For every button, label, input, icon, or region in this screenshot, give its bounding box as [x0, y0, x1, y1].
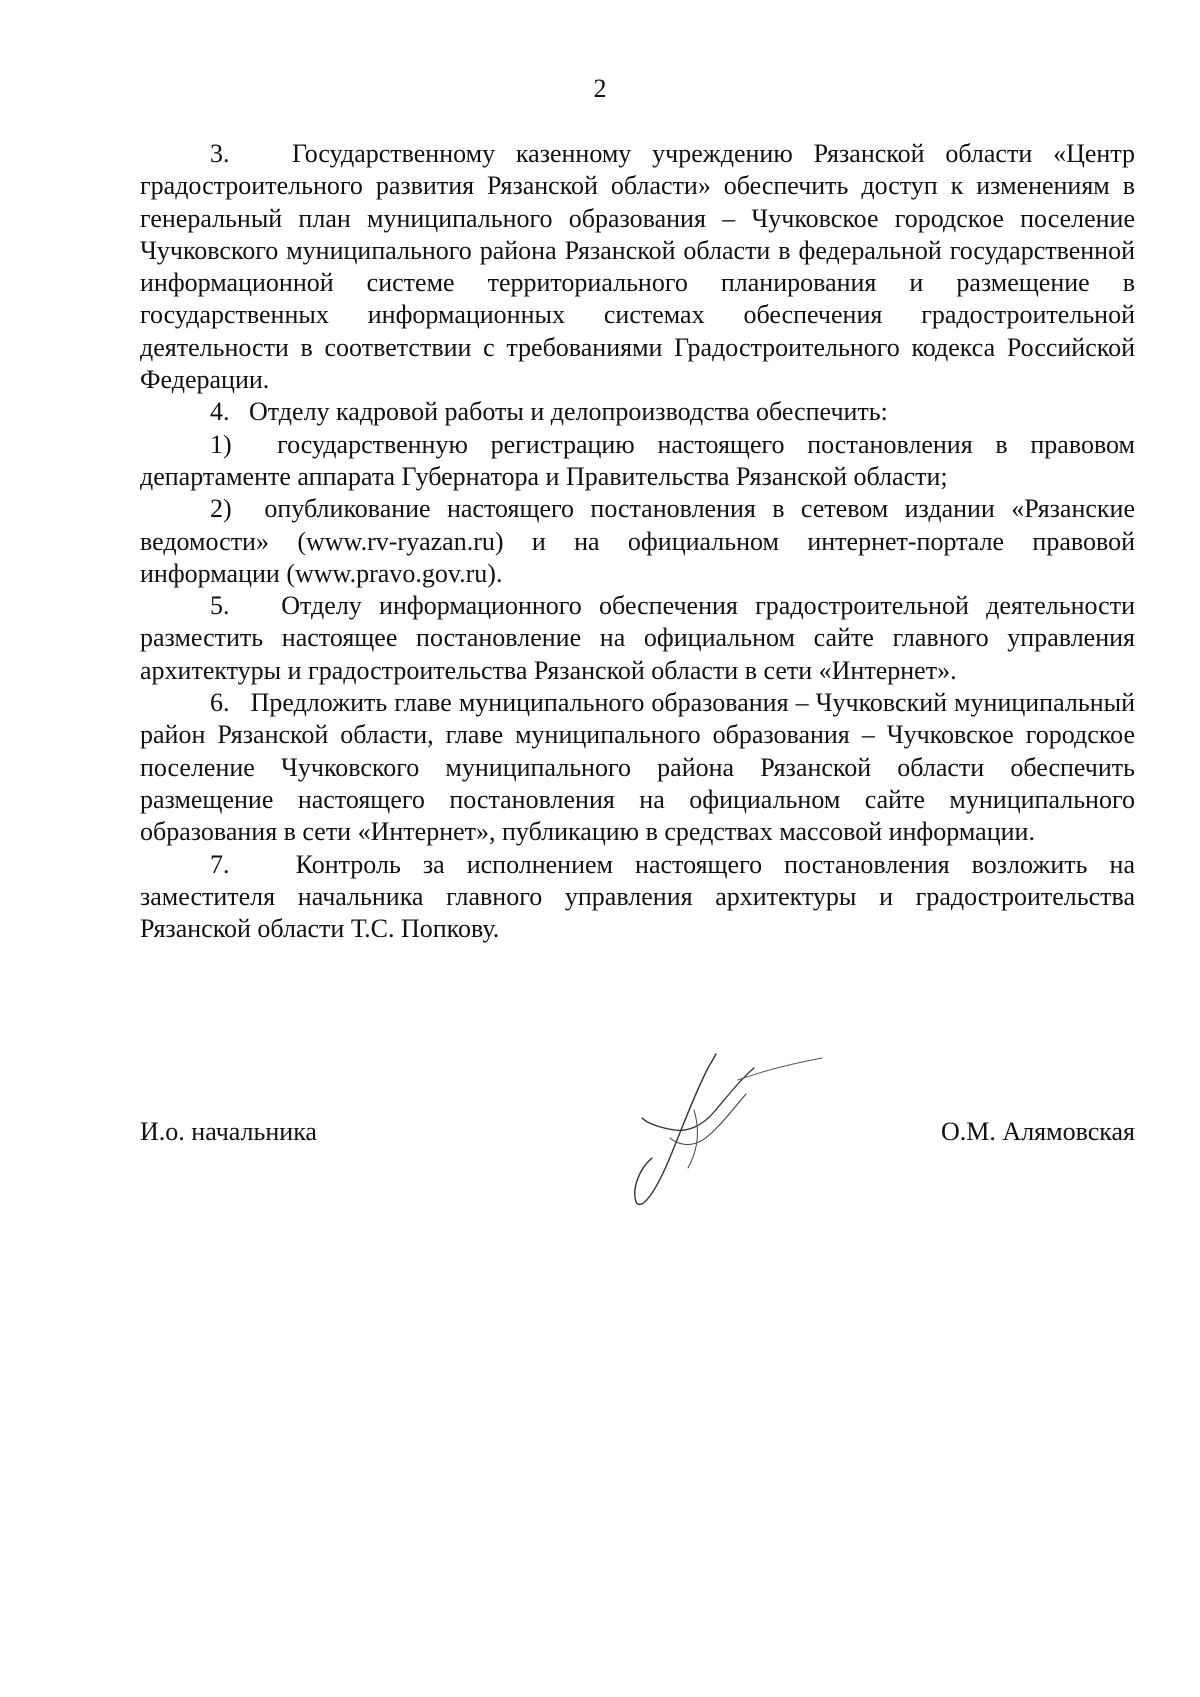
paragraph-5: 5. Отделу информационного обеспечения градостроительной деятельности разместить настоящее постановление на официальном сайте главного управления архитектуры и градостроительства Рязанской области в сети «Интернет». [140, 591, 1135, 685]
signatory-name: О.М. Алямовская [941, 1117, 1135, 1146]
document-body [140, 138, 1135, 945]
paragraph-4: 4. Отделу кадровой работы и делопроизводства обеспечить: [210, 397, 888, 427]
paragraph-3: 3. Государственному казенному учреждению Рязанской области «Центр градостроительного развития Рязанской области» обеспечить доступ к изменениям в генеральный план муниципального образования – Чучковское городское поселение Чучковского муниципального района Рязанской области в федеральной государственной информационной системе территориального планирования и размещение в государственных информационных системах обеспечения градостроительной деятельности в соответствии с требованиями Градостроительного кодекса Российской Федерации. [140, 139, 1135, 395]
paragraph-6: 6. Предложить главе муниципального образования – Чучковский муниципальный район Рязанской области, главе муниципального образования – Чучковское городское поселение Чучковского муниципального района Рязанской области обеспечить размещение настоящего постановления на официальном сайте муниципального образования в сети «Интернет», публикацию в средствах массовой информации. [140, 688, 1135, 847]
signatory-title: И.о. начальника [140, 1117, 317, 1146]
signature-block [140, 1117, 1135, 1157]
paragraph-7: 7. Контроль за исполнением настоящего постановления возложить на заместителя начальника главного управления архитектуры и градостроительства Рязанской области Т.С. Попкову. [140, 849, 1135, 944]
paragraph-4-item-1: 1) государственную регистрацию настоящего постановления в правовом департаменте аппарата Губернатора и Правительства Рязанской области; [140, 429, 1135, 491]
page-number: 2 [593, 74, 607, 103]
paragraph-4-item-2: 2) опубликование настоящего постановления в сетевом издании «Рязанские ведомости» (www.rv-ryazan.ru) и на официальном интернет-портале правовой информации (www.pravo.gov.ru). [140, 494, 1135, 588]
